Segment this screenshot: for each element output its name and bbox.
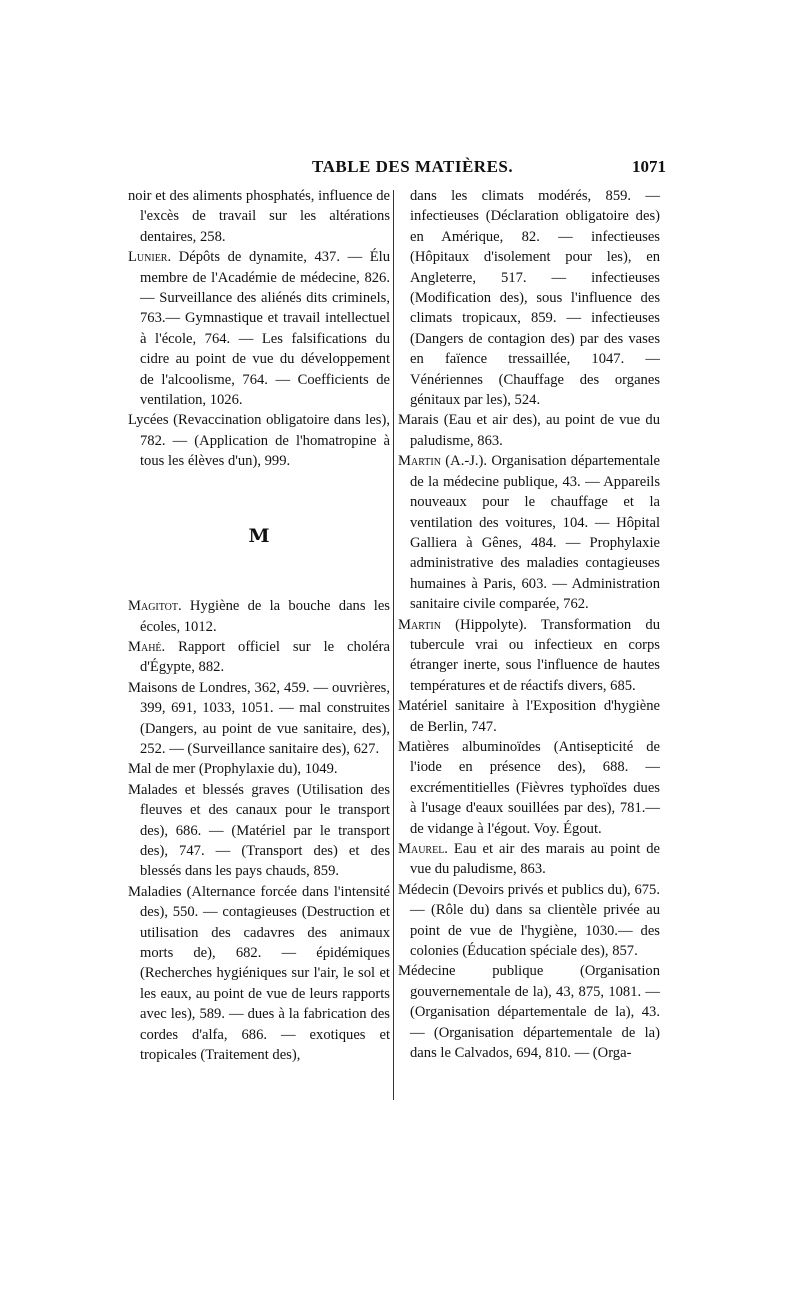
entry-text: Médecin (Devoirs privés et publics du), 675. — (Rôle du) dans sa clientèle privée au point de vue de l'hygiène, 1030.— des colonies (Éducation spéciale des), 857.: [398, 881, 660, 960]
page-number: 1071: [632, 157, 666, 176]
index-entry: [398, 410, 660, 451]
index-entry: [398, 737, 660, 839]
entry-text: Dépôts de dynamite, 437. — Élu membre de l'Académie de médecine, 826. — Surveillance des aliénés dits criminels, 763.— Gymnastique et travail intellectuel à l'école, 764. — Les falsifications du cidre au point de vue du développement de l'alcoolisme, 764. — Coefficients de ventilation, 1026.: [140, 249, 390, 409]
entry-text: Maladies (Alternance forcée dans l'intensité des), 550. — contagieuses (Destruction et utilisation des cadavres des animaux morts de), 682. — épidémiques (Recherches hygiéniques sur l'air, le sol et les eaux, au point de vue de leurs rapports avec les), 589. — dues à la fabrication des cordes d'alfa, 686. — exotiques et tropicales (Traitement des),: [128, 883, 390, 1064]
entry-text: Maisons de Londres, 362, 459. — ouvrières, 399, 691, 1033, 1051. — mal construites (Dangers, au point de vue sanitaire, des), 252. — (Surveillance sanitaire des), 627.: [128, 679, 390, 757]
index-entry: [128, 596, 390, 637]
page-header: [126, 157, 666, 181]
index-entry: [398, 696, 660, 737]
index-entry: [128, 678, 390, 760]
index-entry: [128, 186, 390, 247]
section-letter: M: [248, 524, 270, 547]
entry-text: noir et des aliments phosphatés, influence de l'excès de travail sur les altérations dentaires, 258.: [128, 188, 390, 245]
index-entry: [128, 780, 390, 882]
right-column: [398, 186, 660, 1063]
entry-text: dans les climats modérés, 859. — infectieuses (Déclaration obligatoire des) en Amérique, 82. — infectieuses (Hôpitaux d'isolement pour les), en Angleterre, 517. — infectieuses (Modification des), sous l'influence des climats tropicaux, 859. — infectieuses (Dangers de contagion des) par des vases en faïence tressaillée, 1047. — Vénériennes (Chauffage des organes génitaux par les), 524.: [410, 188, 660, 409]
index-entry: [398, 880, 660, 962]
entry-text: Lycées (Revaccination obligatoire dans les), 782. — (Application de l'homatropine à tous les élèves d'un), 999.: [128, 412, 390, 470]
index-entry-continued: [398, 186, 660, 410]
author-name: Magitot.: [128, 598, 182, 615]
author-name: Martin: [398, 453, 441, 470]
running-title: TABLE DES MATIÈRES.: [312, 157, 514, 176]
index-entry: [398, 451, 660, 614]
entry-text: Matériel sanitaire à l'Exposition d'hygiène de Berlin, 747.: [398, 698, 660, 735]
entry-text: Rapport officiel sur le choléra d'Égypte, 882.: [140, 638, 390, 676]
entry-text: Eau et air des marais au point de vue du paludisme, 863.: [410, 841, 660, 878]
index-entry: [128, 410, 390, 471]
index-entry: [398, 961, 660, 1063]
author-name: Mahé.: [128, 638, 166, 655]
entry-text: Matières albuminoïdes (Antisepticité de l'iode en présence des), 688. — excrémentitielles (Fièvres typhoïdes dues à l'usage d'eaux souillées par des), 781.— de vidange à l'égout. Voy. Égout.: [398, 738, 660, 837]
entry-text: Mal de mer (Prophylaxie du), 1049.: [128, 761, 338, 778]
index-entry: [128, 882, 390, 1066]
entry-text: Marais (Eau et air des), au point de vue du paludisme, 863.: [398, 412, 660, 449]
left-column: [128, 186, 390, 1065]
index-entry: [128, 759, 390, 779]
index-entry: [128, 637, 390, 678]
entry-text: Hygiène de la bouche dans les écoles, 1012.: [140, 598, 390, 635]
column-divider: [393, 190, 394, 1100]
author-name: Maurel.: [398, 841, 448, 857]
author-name: Lunier.: [128, 249, 172, 266]
index-entry: [398, 615, 660, 697]
entry-text: Malades et blessés graves (Utilisation des fleuves et des canaux pour le transport des), 686. — (Matériel par le transport des), 747. — (Transport des) et des blessés dans les pays chauds, 859.: [128, 781, 390, 880]
entry-text: (A.-J.). Organisation départementale de la médecine publique, 43. — Appareils nouveaux pour le chauffage et la ventilation des voitures, 104. — Hôpital Galliera à Gênes, 484. — Prophylaxie administrative des maladies contagieuses humaines à Paris, 603. — Administration sanitaire civile comparée, 762.: [410, 453, 660, 613]
entry-text: (Hippolyte). Transformation du tubercule vrai ou infectieux en corps étranger inerte, sous l'influence de hautes températures et de réactifs divers, 685.: [410, 616, 660, 694]
index-entry: [128, 247, 390, 410]
index-entry: [398, 839, 660, 880]
entry-text: Médecine publique (Organisation gouvernementale de la), 43, 875, 1081. — (Organisation départementale de la), 43. — (Organisation départementale de la) dans le Calvados, 694, 810. — (Orga-: [398, 963, 660, 1062]
author-name: Martin: [398, 616, 441, 633]
